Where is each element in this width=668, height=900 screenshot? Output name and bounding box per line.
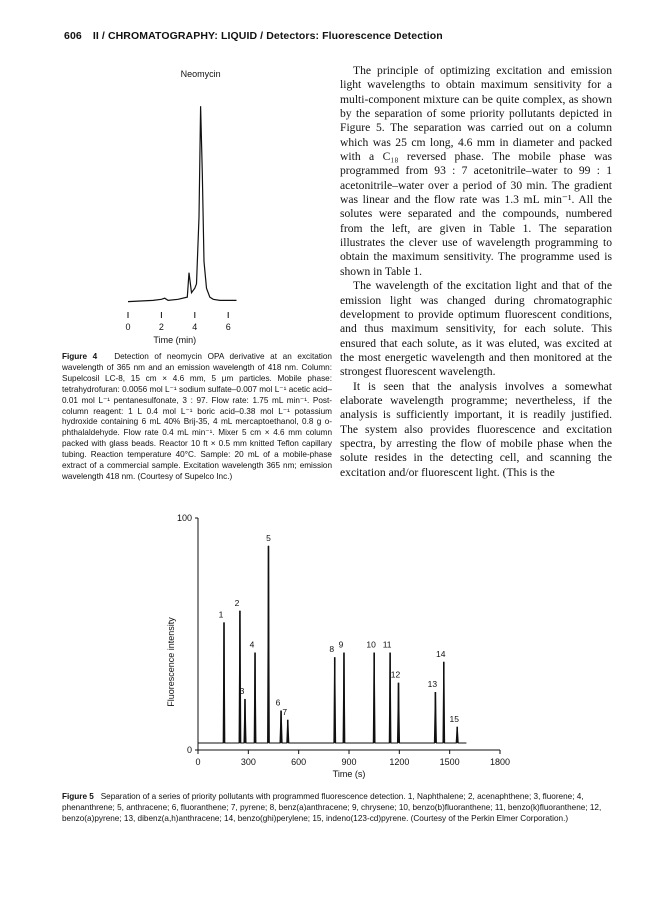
- figure5-x-tick-label: 1800: [489, 757, 511, 767]
- figure4-x-axis-label: Time (min): [153, 335, 197, 345]
- figure5-peak-label: 3: [239, 685, 245, 696]
- figure5-caption-label: Figure 5: [62, 792, 94, 801]
- figure4-x-tick-label: 2: [158, 322, 164, 332]
- figure5-peak-label: 11: [382, 639, 392, 650]
- body-text: [340, 64, 612, 480]
- figure4-chart: [118, 64, 268, 349]
- figure4-x-tick-label: 6: [225, 322, 231, 332]
- figure5-x-tick-label: 900: [341, 757, 357, 767]
- figure5-chart: [150, 510, 530, 790]
- figure5-peak-label: 8: [329, 644, 335, 655]
- figure5-x-tick-label: 1500: [439, 757, 460, 767]
- figure4-trace: [128, 106, 237, 301]
- figure5-peak-label: 1: [218, 609, 224, 620]
- figure4-caption-text: Detection of neomycin OPA derivative at an excitation wavelength of 365 nm and an emission wavelength of 418 nm. Column: Supelcosil LC-8, 15 cm × 4.6 mm, 5 μm particles. Mobile phase: tetrahydrofuran: 0.0056 mol L⁻¹ sodium sulfate–0.007 mol L⁻¹ acetic acid–0.01 mol L⁻¹ pentanesulfonate, 3 : 97. Flow rate: 1.75 mL min⁻¹. Post-column reagent: 1 L 0.4 mol L⁻¹ boric acid–0.38 mol L⁻¹ potassium hydroxide containing 6 mL 40% Brij-35, 4 mL mercaptoethanol, 0.8 g o-phthalaldehyde. Flow rate 0.4 mL min⁻¹. Mixer 5 cm × 4.6 mm column packed with glass beads. Reactor 10 ft × 0.5 mm knitted Teflon capillary tubing. Reaction temperature 40°C. Sample: 20 mL of a mobile-phase extract of a commercial sample. Excitation wavelength 365 nm; emission wavelength 418 nm. (Courtesy of Supelco Inc.): [62, 352, 332, 481]
- page-number: 606: [64, 30, 82, 42]
- figure5-peak-label: 12: [390, 669, 401, 680]
- running-header: [64, 30, 620, 42]
- figure4-caption-label: Figure 4: [62, 352, 98, 361]
- figure4-x-tick-label: 4: [192, 322, 198, 332]
- running-title: II / CHROMATOGRAPHY: LIQUID / Detectors: Fluorescence Detection: [92, 30, 443, 42]
- figure5-peak-label: 4: [249, 639, 255, 650]
- figure5-peak-label: 2: [234, 597, 240, 608]
- body-paragraph: The principle of optimizing excitation and emission light wavelengths to obtain maximum sensitivity for a multi-component mixture can be quite complex, as shown by the separation of some priority pollutants depicted in Figure 5. The separation was carried out on a column which was 25 cm long, 4.6 mm in diameter and packed with a C₁₈ reversed phase. The mobile phase was programmed from 93 : 7 acetonitrile–water to 99 : 1 acetonitrile–water over a period of 30 min. The gradient was linear and the flow rate was 1.3 mL min⁻¹. All the solutes were separated and the compounds, numbered from the left, are given in Table 1. The separation illustrates the clever use of wavelength programming to obtain the maximum sensitivity. The programme used is shown in Table 1.: [340, 64, 612, 278]
- figure5-caption: [62, 792, 618, 825]
- figure5-peak-label: 6: [275, 697, 281, 708]
- figure5-peak-label: 7: [282, 706, 288, 717]
- figure5-y-axis-label: Fluorescence intensity: [166, 617, 176, 707]
- figure5-x-tick-label: 1200: [389, 757, 410, 767]
- figure5-peak-label: 14: [436, 648, 446, 659]
- figure5-x-axis-label: Time (s): [332, 769, 366, 779]
- figure5-peak-label: 15: [449, 713, 459, 724]
- figure5-peak-label: 5: [266, 532, 271, 543]
- figure5-x-tick-label: 300: [240, 757, 256, 767]
- figure5-y-tick-label: 100: [176, 513, 192, 523]
- figure4-peak-label: Neomycin: [180, 69, 221, 79]
- figure4-x-tick-label: 0: [125, 322, 131, 332]
- figure5-peak-label: 9: [338, 639, 344, 650]
- figure5-x-tick-label: 600: [291, 757, 307, 767]
- figure4-caption: [62, 352, 332, 483]
- figure5-peak-label: 13: [427, 679, 438, 689]
- figure5-caption-text: Separation of a series of priority pollutants with programmed fluorescence detection. 1, Naphthalene; 2, acenaphthene; 3, fluorene; 4, phenanthrene; 5, anthracene; 6, fluoranthene; 7, pyrene; 8, benz(a)anthracene; 9, chrysene; 10, benzo(b)fluoranthene; 11, benzo(k)fluoranthene; 12, benzo(a)pyrene; 13, dibenz(a,h)anthracene; 14, benzo(ghi)perylene; 15, indeno(123-cd)pyrene. (Courtesy of the Perkin Elmer Corporation.): [62, 792, 602, 823]
- body-paragraph: The wavelength of the excitation light and that of the emission light was changed during chromatographic development to provide optimum fluorescent conditions, and thus maximum sensitivity, for each solute. This ensured that each solute, as it was eluted, was excited at the most energetic wavelength and then monitored at the strongest fluorescent wavelength.: [340, 279, 612, 379]
- figure5-x-tick-label: 0: [195, 757, 201, 767]
- body-paragraph: It is seen that the analysis involves a somewhat elaborate wavelength programme; nevertheless, if the analysis is sufficiently important, it is readily justified. The system also provides fluorescence and excitation spectra, by arresting the flow of mobile phase when the solute resides in the detecting cell, and scanning the excitation and/or fluorescent light. (This is the: [340, 379, 612, 479]
- figure5-peak-label: 10: [366, 639, 376, 650]
- figure5-y-tick-label: 0: [186, 745, 192, 755]
